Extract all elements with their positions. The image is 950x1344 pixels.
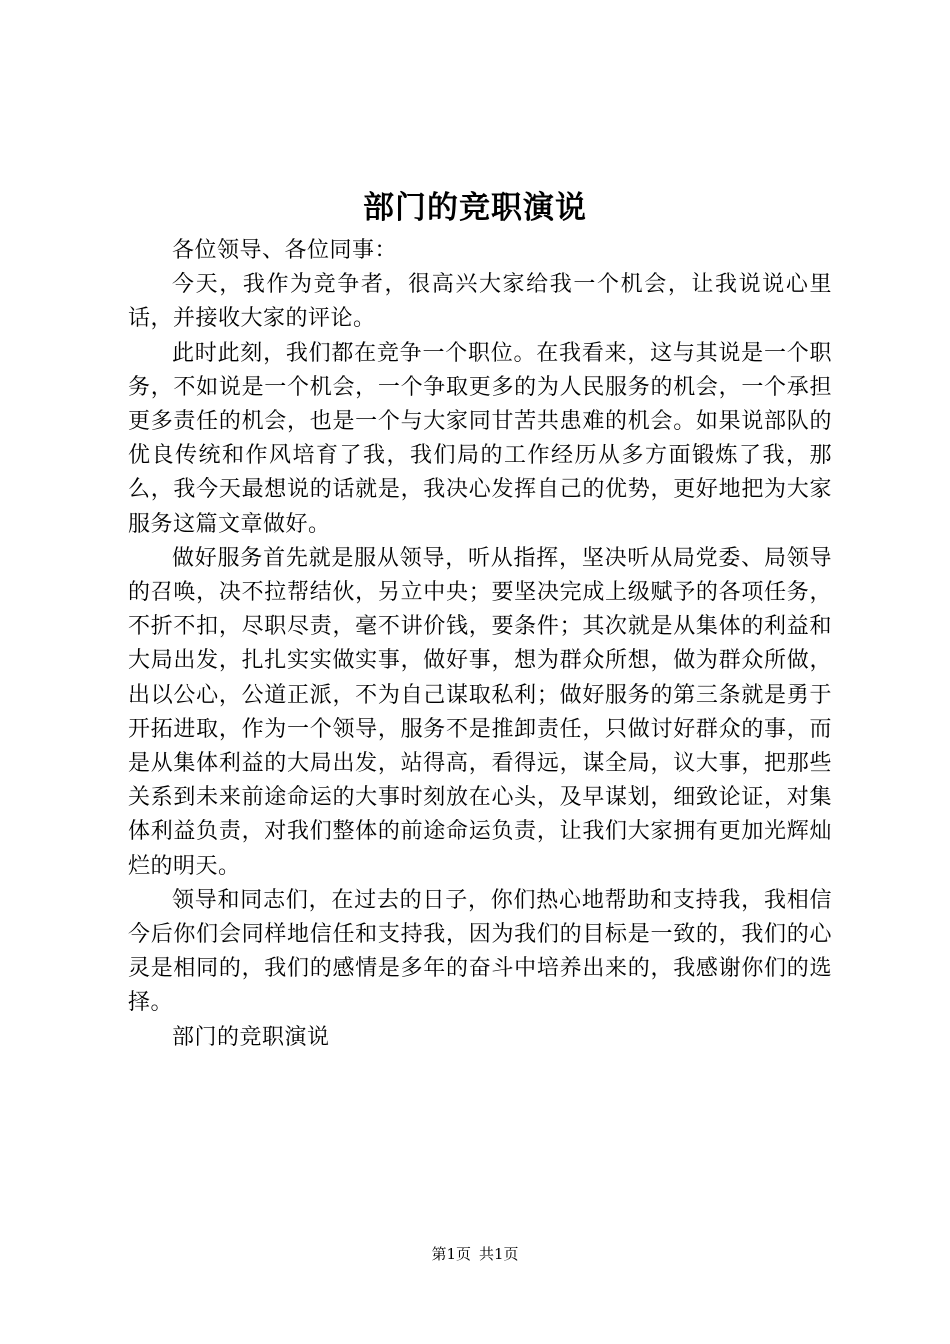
document-title: 部门的竞职演说 [363, 190, 587, 226]
body-paragraph: 今天，我作为竞争者，很高兴大家给我一个机会，让我说说心里话，并接收大家的评论。 [128, 272, 832, 332]
body-paragraph: 领导和同志们，在过去的日子，你们热心地帮助和支持我，我相信今后你们会同样地信任和支持我，因为我们的目标是一致的，我们的心灵是相同的，我们的感情是多年的奋斗中培养出来的，我感谢你们的选择。 [128, 887, 832, 1016]
document-body [128, 234, 832, 1055]
closing-title-paragraph: 部门的竞职演说 [172, 1024, 330, 1050]
page-footer [0, 1244, 950, 1264]
body-paragraph: 做好服务首先就是服从领导，听从指挥，坚决听从局党委、局领导的召唤，决不拉帮结伙，另立中央；要坚决完成上级赋予的各项任务，不折不扣，尽职尽责，毫不讲价钱，要条件；其次就是从集体的利益和大局出发，扎扎实实做实事，做好事，想为群众所想，做为群众所做，出以公心，公道正派，不为自己谋取私利；做好服务的第三条就是勇于开拓进取，作为一个领导，服务不是推卸责任，只做讨好群众的事，而是从集体利益的大局出发，站得高，看得远，谋全局，议大事，把那些关系到未来前途命运的大事时刻放在心头，及早谋划，细致论证，对集体利益负责，对我们整体的前途命运负责，让我们大家拥有更加光辉灿烂的明天。 [128, 545, 832, 879]
salutation-paragraph: 各位领导、各位同事： [172, 238, 398, 263]
page-number-current: 第1页 [431, 1245, 471, 1263]
page-number-total: 共1页 [479, 1245, 519, 1263]
body-paragraph: 此时此刻，我们都在竞争一个职位。在我看来，这与其说是一个职务，不如说是一个机会，一个争取更多的为人民服务的机会，一个承担更多责任的机会，也是一个与大家同甘苦共患难的机会。如果说部队的优良传统和作风培育了我，我们局的工作经历从多方面锻炼了我，那么，我今天最想说的话就是，我决心发挥自己的优势，更好地把为大家服务这篇文章做好。 [128, 340, 832, 537]
